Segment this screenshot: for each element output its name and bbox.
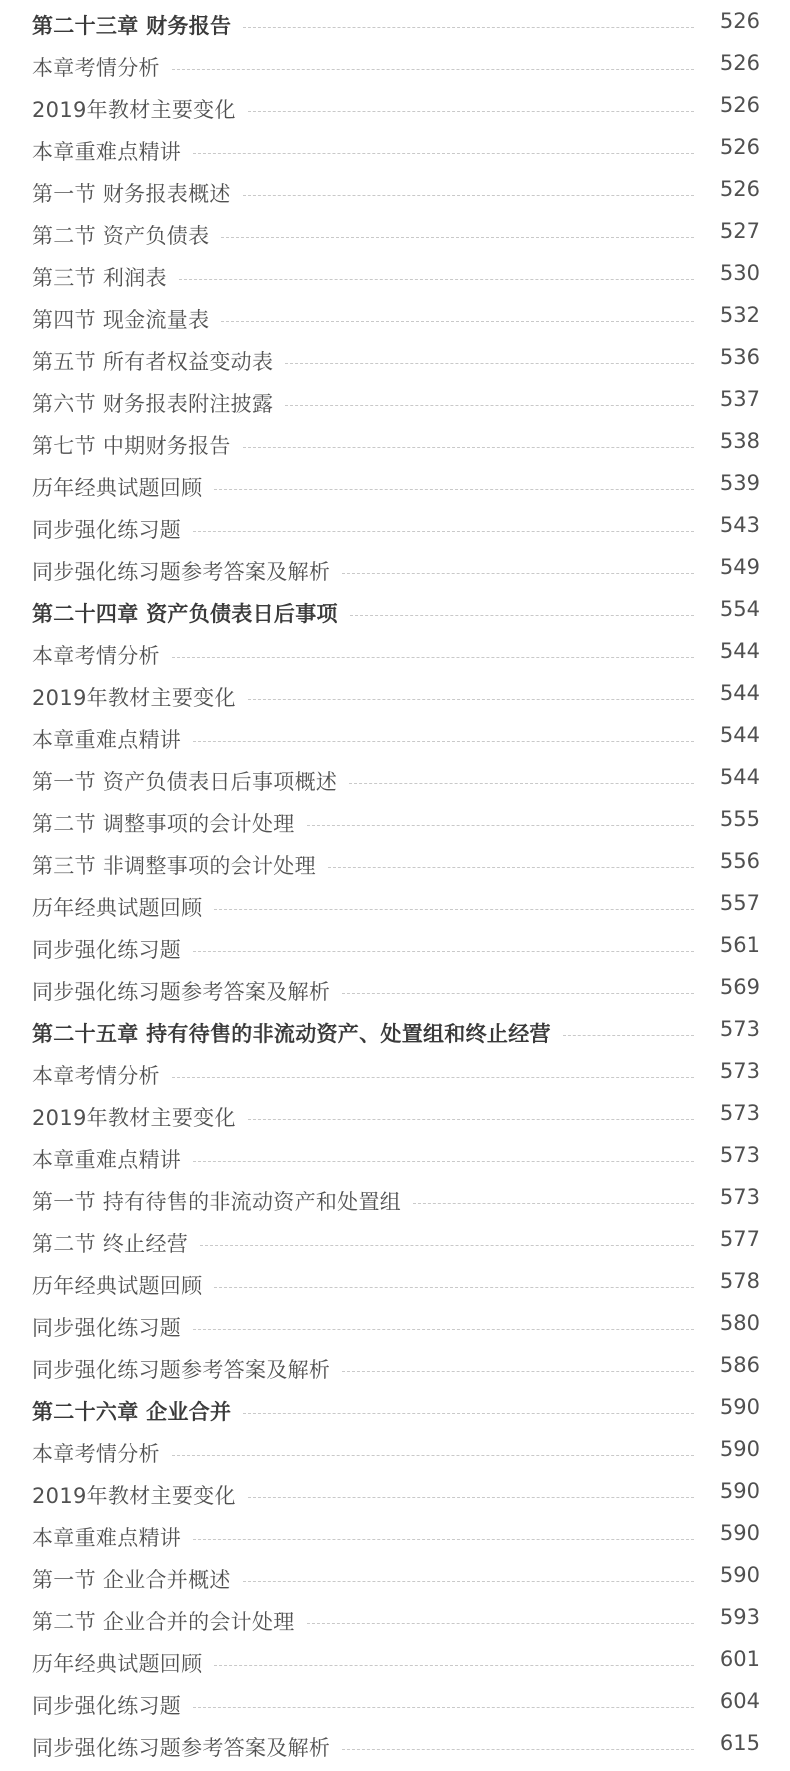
- entry-title: 第二节 终止经营: [32, 1232, 189, 1256]
- toc-entry-row[interactable]: [0, 256, 790, 298]
- dotted-leader: [243, 1413, 694, 1414]
- entry-title: 历年经典试题回顾: [32, 1274, 203, 1298]
- page-number: 526: [719, 135, 760, 159]
- dotted-leader: [243, 195, 694, 196]
- page-number: 577: [719, 1227, 760, 1251]
- page-number: 526: [719, 177, 760, 201]
- dotted-leader: [248, 1119, 694, 1120]
- toc-entry-row[interactable]: [0, 1096, 790, 1138]
- dotted-leader: [342, 573, 694, 574]
- chapter-title: 第二十五章 持有待售的非流动资产、处置组和终止经营: [32, 1022, 551, 1046]
- page-number: 544: [719, 723, 760, 747]
- entry-title: 本章考情分析: [32, 1064, 160, 1088]
- dotted-leader: [221, 237, 694, 238]
- toc-entry-row[interactable]: [0, 1264, 790, 1306]
- toc-entry-row[interactable]: [0, 1684, 790, 1726]
- dotted-leader: [172, 1077, 694, 1078]
- dotted-leader: [349, 783, 694, 784]
- page-number: 537: [719, 387, 760, 411]
- page-number: 573: [719, 1101, 760, 1125]
- toc-entry-row[interactable]: [0, 1558, 790, 1600]
- dotted-leader: [214, 1665, 694, 1666]
- entry-title: 2019年教材主要变化: [32, 1106, 236, 1130]
- dotted-leader: [193, 531, 694, 532]
- toc-entry-row[interactable]: [0, 1306, 790, 1348]
- toc-entry-row[interactable]: [0, 424, 790, 466]
- entry-title: 同步强化练习题参考答案及解析: [32, 980, 331, 1004]
- dotted-leader: [248, 111, 694, 112]
- toc-entry-row[interactable]: [0, 466, 790, 508]
- entry-title: 同步强化练习题: [32, 1694, 182, 1718]
- entry-title: 2019年教材主要变化: [32, 1484, 236, 1508]
- dotted-leader: [193, 153, 694, 154]
- entry-title: 第四节 现金流量表: [32, 308, 210, 332]
- toc-entry-row[interactable]: [0, 1138, 790, 1180]
- dotted-leader: [179, 279, 694, 280]
- dotted-leader: [193, 1539, 694, 1540]
- toc-chapter-row[interactable]: [0, 592, 790, 634]
- dotted-leader: [342, 1371, 694, 1372]
- page-number: 527: [719, 219, 760, 243]
- dotted-leader: [243, 27, 694, 28]
- page-number: 526: [719, 9, 760, 33]
- page-number: 530: [719, 261, 760, 285]
- dotted-leader: [285, 363, 694, 364]
- toc-chapter-row[interactable]: [0, 4, 790, 46]
- page-number: 543: [719, 513, 760, 537]
- dotted-leader: [172, 657, 694, 658]
- page-number: 590: [719, 1521, 760, 1545]
- entry-title: 本章重难点精讲: [32, 1526, 182, 1550]
- chapter-title: 第二十三章 财务报告: [32, 14, 232, 38]
- toc-entry-row[interactable]: [0, 676, 790, 718]
- page-number: 590: [719, 1563, 760, 1587]
- entry-title: 同步强化练习题: [32, 518, 182, 542]
- page-number: 578: [719, 1269, 760, 1293]
- entry-title: 同步强化练习题参考答案及解析: [32, 1358, 331, 1382]
- entry-title: 第七节 中期财务报告: [32, 434, 231, 458]
- dotted-leader: [243, 1581, 694, 1582]
- dotted-leader: [350, 615, 694, 616]
- entry-title: 2019年教材主要变化: [32, 98, 236, 122]
- dotted-leader: [285, 405, 694, 406]
- toc-entry-row[interactable]: [0, 1516, 790, 1558]
- entry-title: 本章考情分析: [32, 56, 160, 80]
- dotted-leader: [221, 321, 694, 322]
- toc-entry-row[interactable]: [0, 1180, 790, 1222]
- dotted-leader: [214, 1287, 694, 1288]
- dotted-leader: [307, 1623, 694, 1624]
- entry-title: 本章重难点精讲: [32, 140, 182, 164]
- page-number: 561: [719, 933, 760, 957]
- toc-entry-row[interactable]: [0, 1726, 790, 1768]
- page-number: 556: [719, 849, 760, 873]
- dotted-leader: [193, 1707, 694, 1708]
- page-number: 601: [719, 1647, 760, 1671]
- page-number: 526: [719, 93, 760, 117]
- entry-title: 第三节 利润表: [32, 266, 167, 290]
- entry-title: 第一节 企业合并概述: [32, 1568, 231, 1592]
- page-number: 569: [719, 975, 760, 999]
- dotted-leader: [193, 951, 694, 952]
- page-number: 586: [719, 1353, 760, 1377]
- toc-entry-row[interactable]: [0, 886, 790, 928]
- page-number: 557: [719, 891, 760, 915]
- toc-chapter-row[interactable]: [0, 1390, 790, 1432]
- dotted-leader: [307, 825, 694, 826]
- dotted-leader: [214, 489, 694, 490]
- toc-entry-row[interactable]: [0, 46, 790, 88]
- dotted-leader: [248, 1497, 694, 1498]
- page-number: 580: [719, 1311, 760, 1335]
- toc-entry-row[interactable]: [0, 802, 790, 844]
- page-number: 573: [719, 1017, 760, 1041]
- dotted-leader: [342, 1749, 694, 1750]
- dotted-leader: [200, 1245, 694, 1246]
- entry-title: 第二节 资产负债表: [32, 224, 210, 248]
- entry-title: 同步强化练习题参考答案及解析: [32, 560, 331, 584]
- page-number: 554: [719, 597, 760, 621]
- entry-title: 第一节 持有待售的非流动资产和处置组: [32, 1190, 402, 1214]
- entry-title: 第六节 财务报表附注披露: [32, 392, 274, 416]
- entry-title: 第一节 资产负债表日后事项概述: [32, 770, 338, 794]
- dotted-leader: [193, 1329, 694, 1330]
- entry-title: 本章重难点精讲: [32, 1148, 182, 1172]
- toc-entry-row[interactable]: [0, 172, 790, 214]
- toc-entry-row[interactable]: [0, 634, 790, 676]
- toc-entry-row[interactable]: [0, 844, 790, 886]
- dotted-leader: [328, 867, 694, 868]
- toc-entry-row[interactable]: [0, 550, 790, 592]
- dotted-leader: [172, 1455, 694, 1456]
- entry-title: 第一节 财务报表概述: [32, 182, 231, 206]
- page-number: 615: [719, 1731, 760, 1755]
- entry-title: 第三节 非调整事项的会计处理: [32, 854, 316, 878]
- page-number: 544: [719, 681, 760, 705]
- page-number: 526: [719, 51, 760, 75]
- page-number: 536: [719, 345, 760, 369]
- toc-entry-row[interactable]: [0, 1348, 790, 1390]
- dotted-leader: [563, 1035, 694, 1036]
- toc-entry-row[interactable]: [0, 1432, 790, 1474]
- dotted-leader: [193, 1161, 694, 1162]
- entry-title: 历年经典试题回顾: [32, 1652, 203, 1676]
- dotted-leader: [342, 993, 694, 994]
- toc-entry-row[interactable]: [0, 1600, 790, 1642]
- entry-title: 历年经典试题回顾: [32, 896, 203, 920]
- entry-title: 第二节 企业合并的会计处理: [32, 1610, 295, 1634]
- entry-title: 同步强化练习题参考答案及解析: [32, 1736, 331, 1760]
- page-number: 590: [719, 1437, 760, 1461]
- page-number: 544: [719, 639, 760, 663]
- page-number: 590: [719, 1395, 760, 1419]
- toc-entry-row[interactable]: [0, 1222, 790, 1264]
- dotted-leader: [413, 1203, 694, 1204]
- page-number: 544: [719, 765, 760, 789]
- entry-title: 同步强化练习题: [32, 1316, 182, 1340]
- toc-entry-row[interactable]: [0, 130, 790, 172]
- toc-entry-row[interactable]: [0, 760, 790, 802]
- entry-title: 本章重难点精讲: [32, 728, 182, 752]
- page-number: 573: [719, 1059, 760, 1083]
- toc-entry-row[interactable]: [0, 508, 790, 550]
- toc-entry-row[interactable]: [0, 718, 790, 760]
- entry-title: 历年经典试题回顾: [32, 476, 203, 500]
- entry-title: 第二节 调整事项的会计处理: [32, 812, 295, 836]
- dotted-leader: [172, 69, 694, 70]
- toc-entry-row[interactable]: [0, 1054, 790, 1096]
- page-number: 573: [719, 1143, 760, 1167]
- entry-title: 2019年教材主要变化: [32, 686, 236, 710]
- page-number: 538: [719, 429, 760, 453]
- toc-entry-row[interactable]: [0, 1642, 790, 1684]
- entry-title: 本章考情分析: [32, 1442, 160, 1466]
- page-number: 593: [719, 1605, 760, 1629]
- toc-entry-row[interactable]: [0, 928, 790, 970]
- toc-chapter-row[interactable]: [0, 1012, 790, 1054]
- page-number: 590: [719, 1479, 760, 1503]
- entry-title: 同步强化练习题: [32, 938, 182, 962]
- page-number: 549: [719, 555, 760, 579]
- page-number: 539: [719, 471, 760, 495]
- page-number: 555: [719, 807, 760, 831]
- toc-entry-row[interactable]: [0, 1474, 790, 1516]
- chapter-title: 第二十六章 企业合并: [32, 1400, 232, 1424]
- dotted-leader: [214, 909, 694, 910]
- page-number: 604: [719, 1689, 760, 1713]
- entry-title: 第五节 所有者权益变动表: [32, 350, 274, 374]
- dotted-leader: [248, 699, 694, 700]
- page-number: 573: [719, 1185, 760, 1209]
- toc-entry-row[interactable]: [0, 382, 790, 424]
- toc-entry-row[interactable]: [0, 214, 790, 256]
- toc-entry-row[interactable]: [0, 970, 790, 1012]
- dotted-leader: [193, 741, 694, 742]
- toc-entry-row[interactable]: [0, 298, 790, 340]
- toc-entry-row[interactable]: [0, 340, 790, 382]
- entry-title: 本章考情分析: [32, 644, 160, 668]
- toc-entry-row[interactable]: [0, 88, 790, 130]
- chapter-title: 第二十四章 资产负债表日后事项: [32, 602, 338, 626]
- dotted-leader: [243, 447, 694, 448]
- page-number: 532: [719, 303, 760, 327]
